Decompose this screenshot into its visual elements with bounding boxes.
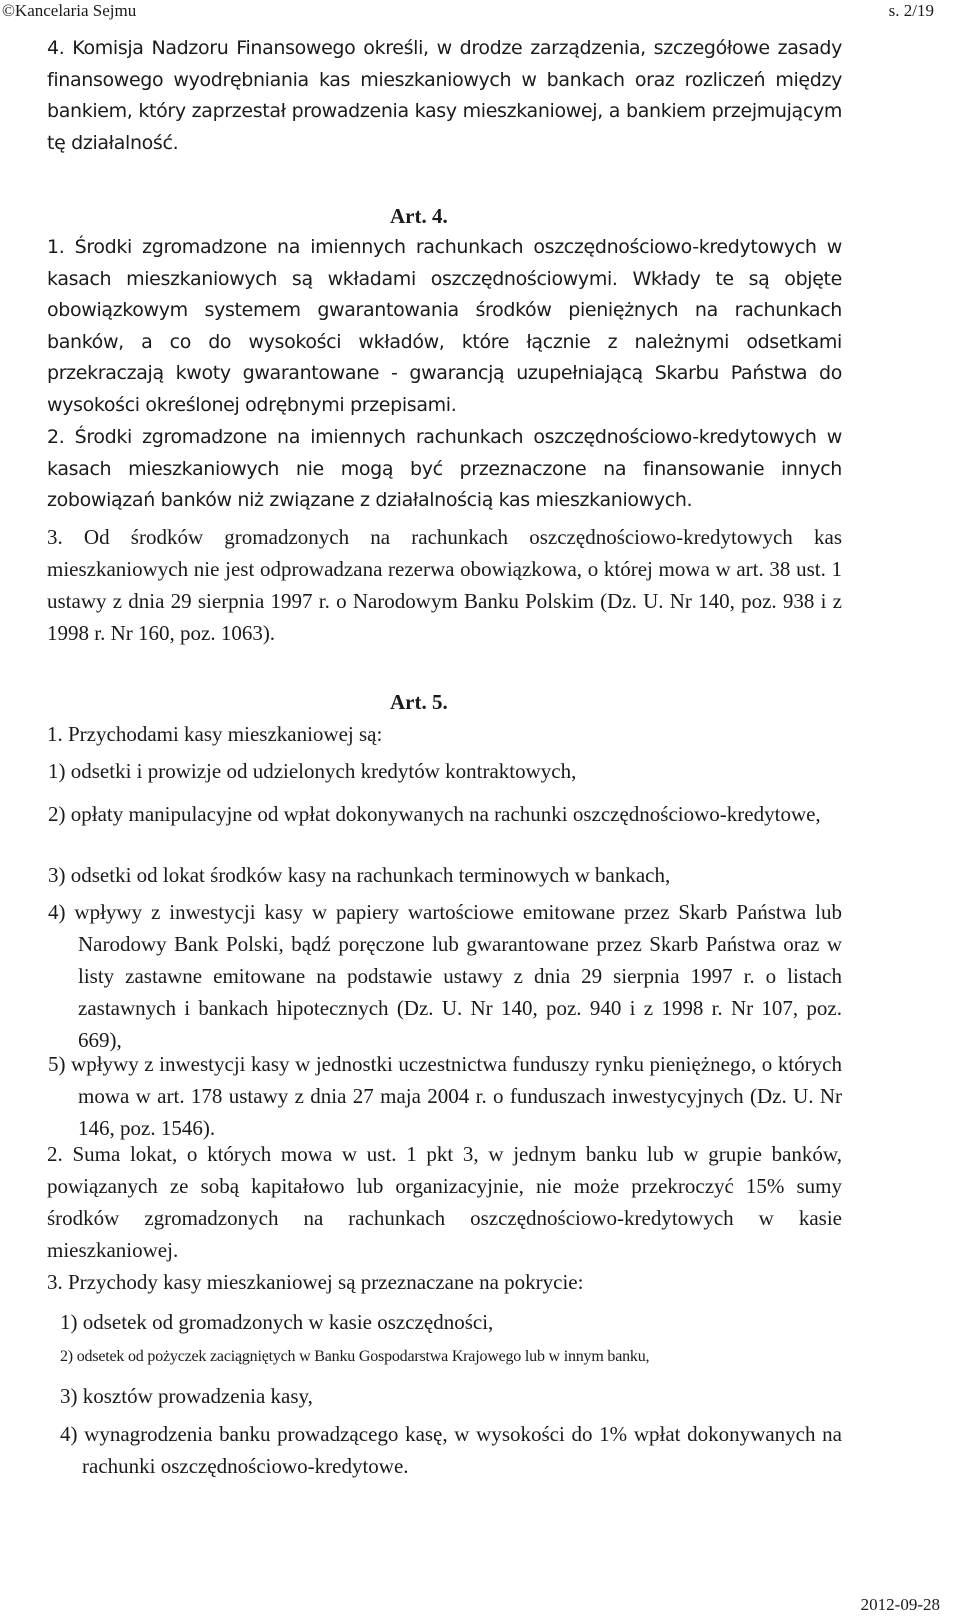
art3-paragraph-4: 4. Komisja Nadzoru Finansowego określi, w drodze zarządzenia, szczegółowe zasady finansowego wyodrębniania kas mieszkaniowych w bankach oraz rozliczeń między bankiem, który zaprzestał prowadzenia kasy mieszkaniowej, a bankiem przejmującym tę działalność.	[47, 37, 842, 154]
art5-p3-item-4: 4) wynagrodzenia banku prowadzącego kasę, w wysokości do 1% wpłat dokonywanych na rachunki oszczędnościowo-kredytowe.	[60, 1422, 842, 1478]
art5-p1-item-4: 4) wpływy z inwestycji kasy w papiery wartościowe emitowane przez Skarb Państwa lub Narodowy Bank Polski, bądź poręczone lub gwarantowane przez Skarb Państwa oraz w listy zastawne emitowane na podstawie ustawy z dnia 29 sierpnia 1997 r. o listach zastawnych i bankach hipotecznych (Dz. U. Nr 140, poz. 940 i z 1998 r. Nr 107, poz. 669),	[48, 900, 842, 1052]
art5-p1-item-5: 5) wpływy z inwestycji kasy w jednostki uczestnictwa funduszy rynku pieniężnego, o których mowa w art. 178 ustawy z dnia 27 maja 2004 r. o funduszach inwestycyjnych (Dz. U. Nr 146, poz. 1546).	[48, 1052, 842, 1140]
header-page-number: s. 2/19	[888, 1, 934, 20]
art5-p3-item-3: 3) kosztów prowadzenia kasy,	[60, 1384, 313, 1408]
footer-date: 2012-09-28	[860, 1595, 940, 1614]
art5-p1-item-1: 1) odsetki i prowizje od udzielonych kredytów kontraktowych,	[48, 759, 577, 783]
art5-paragraph-1: 1. Przychodami kasy mieszkaniowej są:	[47, 722, 383, 746]
art4-paragraph-2: 2. Środki zgromadzone na imiennych rachunkach oszczędnościowo-kredytowych w kasach mieszkaniowych nie mogą być przeznaczone na finansowanie innych zobowiązań banków niż związane z działalnością kas mieszkaniowych.	[47, 426, 842, 511]
art5-title: Art. 5.	[390, 690, 448, 714]
art5-p1-item-3: 3) odsetki od lokat środków kasy na rachunkach terminowych w bankach,	[48, 863, 671, 887]
art5-p3-item-2: 2) odsetek od pożyczek zaciągniętych w Banku Gospodarstwa Krajowego lub w innym banku,	[60, 1348, 650, 1365]
art5-p1-item-2: 2) opłaty manipulacyjne od wpłat dokonywanych na rachunki oszczędnościowo-kredytowe,	[48, 802, 821, 826]
art5-paragraph-3: 3. Przychody kasy mieszkaniowej są przeznaczane na pokrycie:	[47, 1270, 584, 1294]
art5-paragraph-2: 2. Suma lokat, o których mowa w ust. 1 pkt 3, w jednym banku lub w grupie banków, powiązanych ze sobą kapitałowo lub organizacyjnie, nie może przekroczyć 15% sumy środków zgromadzonych na rachunkach oszczędnościowo-kredytowych w kasie mieszkaniowej.	[47, 1142, 842, 1262]
header-copyright: ©Kancelaria Sejmu	[2, 1, 137, 20]
art5-p3-item-1: 1) odsetek od gromadzonych w kasie oszczędności,	[60, 1310, 494, 1334]
art4-paragraph-1: 1. Środki zgromadzone na imiennych rachunkach oszczędnościowo-kredytowych w kasach mieszkaniowych są wkładami oszczędnościowymi. Wkłady te są objęte obowiązkowym systemem gwarantowania środków pieniężnych na rachunkach banków, a co do wysokości wkładów, które łącznie z należnymi odsetkami przekraczają kwoty gwarantowane - gwarancją uzupełniającą Skarbu Państwa do wysokości określonej odrębnymi przepisami.	[47, 236, 842, 416]
art4-paragraph-3: 3. Od środków gromadzonych na rachunkach oszczędnościowo-kredytowych kas mieszkaniowych nie jest odprowadzana rezerwa obowiązkowa, o której mowa w art. 38 ust. 1 ustawy z dnia 29 sierpnia 1997 r. o Narodowym Banku Polskim (Dz. U. Nr 140, poz. 938 i z 1998 r. Nr 160, poz. 1063).	[47, 525, 842, 645]
art4-title: Art. 4.	[390, 204, 448, 228]
